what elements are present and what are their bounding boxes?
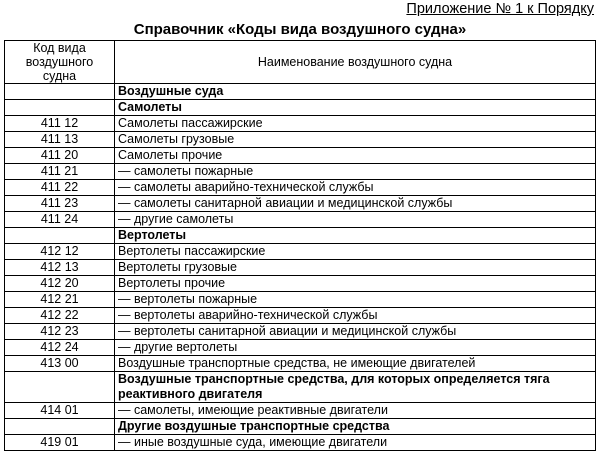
row-name: — другие вертолеты	[115, 340, 596, 356]
page-title: Справочник «Коды вида воздушного судна»	[133, 21, 467, 38]
row-name: Вертолеты прочие	[115, 276, 596, 292]
table-row	[5, 308, 596, 324]
row-name: Самолеты пассажирские	[115, 116, 596, 132]
group-row	[5, 228, 596, 244]
table-row	[5, 260, 596, 276]
table-row	[5, 276, 596, 292]
row-code: 411 21	[5, 164, 115, 180]
row-name: Воздушные транспортные средства, для которых определяется тяга реактивного двигателя	[115, 372, 596, 403]
row-name: Самолеты	[115, 100, 596, 116]
table-row	[5, 356, 596, 372]
group-row	[5, 84, 596, 100]
table-row	[5, 132, 596, 148]
row-code: 412 12	[5, 244, 115, 260]
table-row	[5, 403, 596, 419]
row-name: Воздушные транспортные средства, не имеющие двигателей	[115, 356, 596, 372]
table-row	[5, 116, 596, 132]
row-code	[5, 84, 115, 100]
row-name: Вертолеты	[115, 228, 596, 244]
row-name: Вертолеты грузовые	[115, 260, 596, 276]
row-name: — вертолеты пожарные	[115, 292, 596, 308]
table-row	[5, 164, 596, 180]
header-code: Код вида воздушного судна	[5, 41, 115, 84]
appendix-reference: Приложение № 1 к Порядку	[406, 1, 594, 17]
table-row	[5, 435, 596, 451]
row-code	[5, 228, 115, 244]
group-row	[5, 372, 596, 403]
row-code: 414 01	[5, 403, 115, 419]
row-name: — вертолеты санитарной авиации и медицинской службы	[115, 324, 596, 340]
table-row	[5, 324, 596, 340]
row-name: — самолеты пожарные	[115, 164, 596, 180]
row-name: — самолеты аварийно-технической службы	[115, 180, 596, 196]
table-row	[5, 180, 596, 196]
row-code: 411 23	[5, 196, 115, 212]
row-name: Самолеты прочие	[115, 148, 596, 164]
row-name: — иные воздушные суда, имеющие двигатели	[115, 435, 596, 451]
table-row	[5, 340, 596, 356]
row-code: 411 12	[5, 116, 115, 132]
row-code: 412 22	[5, 308, 115, 324]
table-row	[5, 212, 596, 228]
row-name: — самолеты, имеющие реактивные двигатели	[115, 403, 596, 419]
table-row	[5, 148, 596, 164]
row-name: Самолеты грузовые	[115, 132, 596, 148]
row-code: 412 21	[5, 292, 115, 308]
row-code: 411 24	[5, 212, 115, 228]
row-name: Вертолеты пассажирские	[115, 244, 596, 260]
row-name: — самолеты санитарной авиации и медицинской службы	[115, 196, 596, 212]
table-header-row	[5, 41, 596, 84]
table-body	[5, 84, 596, 451]
row-code: 412 23	[5, 324, 115, 340]
table-row	[5, 292, 596, 308]
row-name: — другие самолеты	[115, 212, 596, 228]
header-name: Наименование воздушного судна	[115, 41, 596, 84]
row-code: 413 00	[5, 356, 115, 372]
aircraft-codes-table	[4, 40, 596, 451]
group-row	[5, 419, 596, 435]
row-code	[5, 100, 115, 116]
group-row	[5, 100, 596, 116]
row-name: Другие воздушные транспортные средства	[115, 419, 596, 435]
row-code: 411 20	[5, 148, 115, 164]
row-name: — вертолеты аварийно-технической службы	[115, 308, 596, 324]
row-code	[5, 372, 115, 403]
table-row	[5, 244, 596, 260]
row-code: 419 01	[5, 435, 115, 451]
row-code: 412 13	[5, 260, 115, 276]
row-code	[5, 419, 115, 435]
row-code: 412 24	[5, 340, 115, 356]
row-code: 412 20	[5, 276, 115, 292]
row-code: 411 22	[5, 180, 115, 196]
table-row	[5, 196, 596, 212]
row-code: 411 13	[5, 132, 115, 148]
row-name: Воздушные суда	[115, 84, 596, 100]
